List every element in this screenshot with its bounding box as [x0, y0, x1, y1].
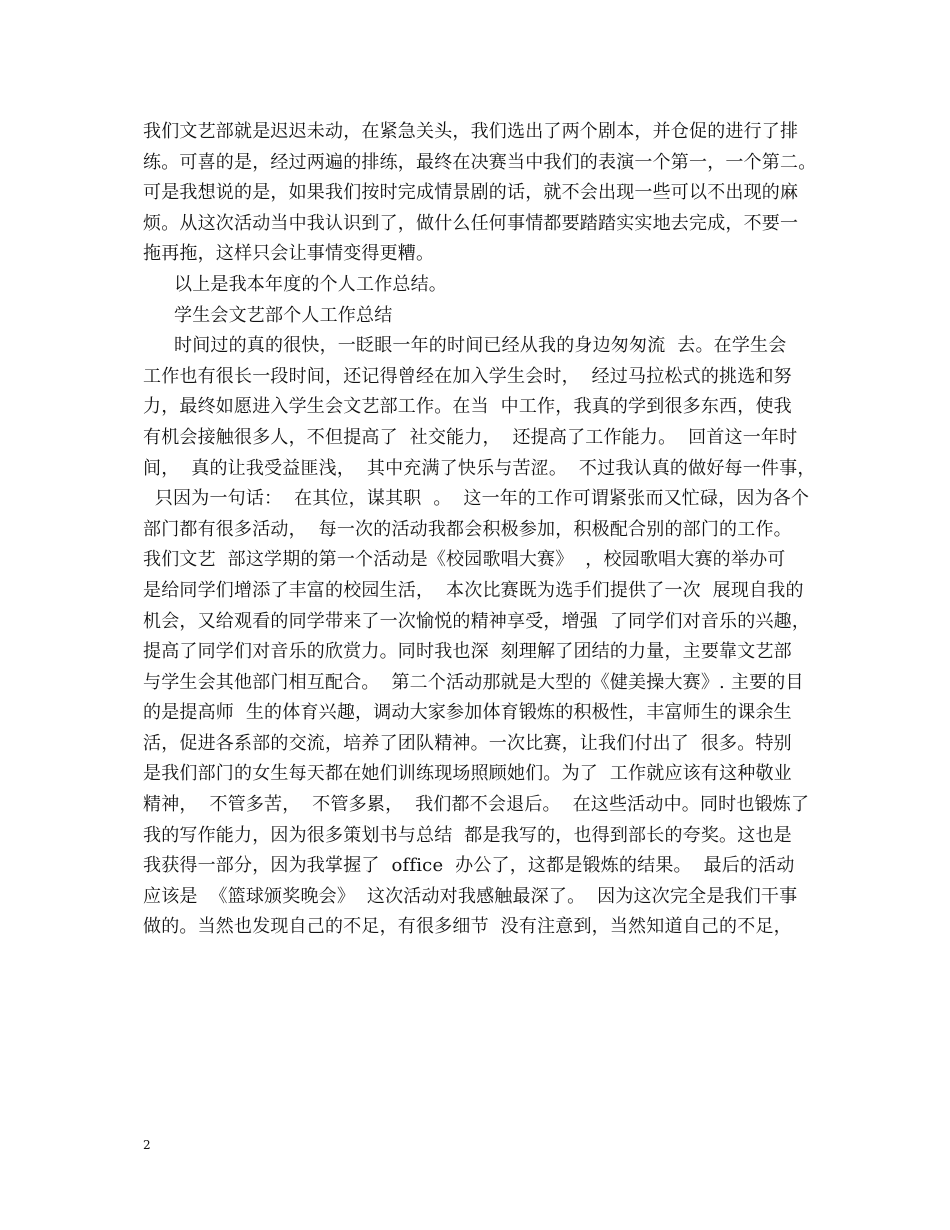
text-line: 活，促进各系部的交流，培养了团队精神。一次比赛，让我们付出了 很多。特别: [143, 732, 792, 754]
text-line: 有机会接触很多人，不但提高了 社交能力， 还提高了工作能力。 回首这一年时: [143, 426, 798, 448]
text-line: 间， 真的让我受益匪浅， 其中充满了快乐与苦涩。 不过我认真的做好每一件事，: [143, 457, 816, 479]
section-heading: 学生会文艺部个人工作总结: [174, 304, 393, 326]
text-line: 是给同学们增添了丰富的校园生活， 本次比赛既为选手们提供了一次 展现自我的: [143, 579, 804, 601]
document-body: [143, 117, 833, 943]
text-line: 拖再拖，这样只会让事情变得更糟。: [143, 243, 435, 265]
text-line: 我的写作能力，因为很多策划书与总结 都是我写的，也得到部长的夸奖。这也是: [143, 824, 792, 846]
text-line: 只因为一句话： 在其位，谋其职 。 这一年的工作可谓紧张而又忙碌，因为各个: [143, 488, 810, 510]
text-line: 我们文艺部就是迟迟未动，在紧急关头，我们选出了两个剧本，并仓促的进行了排: [143, 121, 799, 142]
text-line: 我获得一部分，因为我掌握了 office 办公了，这都是锻炼的结果。 最后的活动: [143, 855, 795, 877]
text-line: 时间过的真的很快，一眨眼一年的时间已经从我的身边匆匆流 去。在学生会: [174, 335, 787, 357]
text-line: 练。可喜的是，经过两遍的排练，最终在决赛当中我们的表演一个第一，一个第二。: [143, 151, 817, 173]
text-line: 部门都有很多活动， 每一次的活动我都会积极参加，积极配合别的部门的工作。: [143, 518, 792, 540]
text-line: 应该是 《篮球颁奖晚会》 这次活动对我感触最深了。 因为这次完全是我们干事: [143, 885, 798, 907]
text-line: 机会，又给观看的同学带来了一次愉悦的精神享受，增强 了同学们对音乐的兴趣，: [143, 610, 811, 632]
text-line: 的是提高师 生的体育兴趣，调动大家参加体育锻炼的积极性，丰富师生的课余生: [143, 702, 792, 724]
text-line: 做的。当然也发现自己的不足，有很多细节 没有注意到，当然知道自己的不足，: [143, 916, 792, 938]
text-line: 提高了同学们对音乐的欣赏力。同时我也深 刻理解了团结的力量，主要靠文艺部: [143, 641, 792, 663]
text-line: 我们文艺 部这学期的第一个活动是《校园歌唱大赛》 ，校园歌唱大赛的举办可: [143, 549, 786, 571]
text-line: 与学生会其他部门相互配合。 第二个活动那就是大型的《健美操大赛》. 主要的目: [143, 671, 804, 693]
text-line: 以上是我本年度的个人工作总结。: [174, 273, 447, 295]
text-line: 可是我想说的是，如果我们按时完成情景剧的话，就不会出现一些可以不出现的麻: [143, 182, 799, 204]
text-line: 是我们部门的女生每天都在她们训练现场照顾她们。为了 工作就应该有这种敬业: [143, 763, 792, 785]
text-line: 力，最终如愿进入学生会文艺部工作。在当 中工作，我真的学到很多东西，使我: [143, 396, 792, 418]
text-line: 烦。从这次活动当中我认识到了，做什么任何事情都要踏踏实实地去完成，不要一: [143, 212, 799, 234]
page-number: 2: [143, 1138, 151, 1152]
text-line: 工作也有很长一段时间，还记得曾经在加入学生会时， 经过马拉松式的挑选和努: [143, 365, 792, 387]
text-line: 精神， 不管多苦， 不管多累， 我们都不会退后。 在这些活动中。同时也锻炼了: [143, 794, 810, 816]
